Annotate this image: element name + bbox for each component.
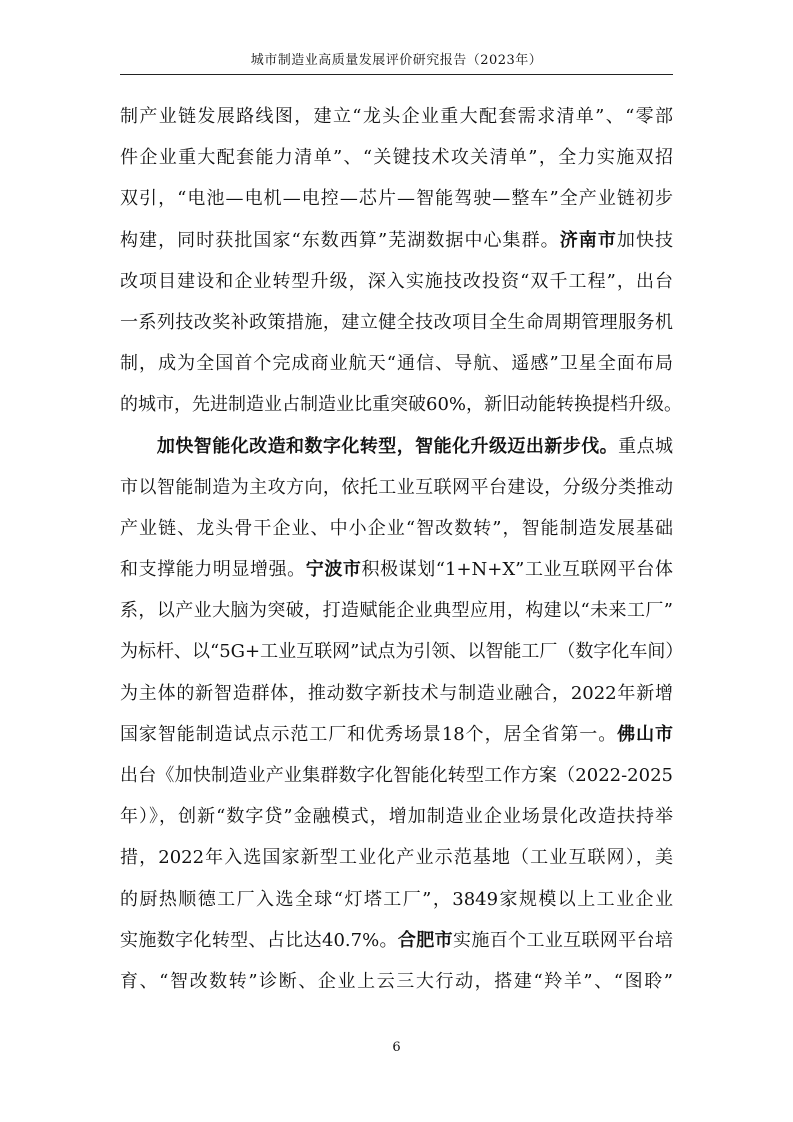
header-rule [120,74,673,75]
text-line [120,796,673,837]
bold-text: 合肥市 [397,929,453,951]
text-line [120,920,673,961]
text-line [120,549,673,590]
text-line [120,261,673,302]
text-span: 改项目建设和企业转型升级，深入实施技改投资“双千工程”，出台 [120,270,673,292]
text-span: 构建，同时获批国家“东数西算”芜湖数据中心集群。 [120,229,560,251]
page-number: 6 [392,1040,401,1055]
running-header: 城市制造业高质量发展评价研究报告（2023年） [250,53,543,68]
text-span: 双引，“电池—电机—电控—芯片—智能驾驶—整车”全产业链初步 [120,188,673,210]
text-span: 实施数字化转型、占比达40.7%。 [120,929,398,951]
text-line [120,220,673,261]
text-span: 育、“智改数转”诊断、企业上云三大行动，搭建“羚羊”、“图聆” [120,970,673,992]
text-line [120,590,673,631]
bold-text: 济南市 [559,229,617,251]
text-line [120,467,673,508]
text-span: 出台《加快制造业产业集群数字化智能化转型工作方案（2022-2025 [120,765,673,786]
text-line [120,96,673,137]
text-span: 国家智能制造试点示范工厂和优秀场景18个，居全省第一。 [120,723,618,745]
text-span: 系，以产业大脑为突破，打造赋能企业典型应用，构建以“未来工厂” [120,600,673,622]
text-line [120,755,673,796]
bold-text: 佛山市 [617,723,674,745]
text-span: 产业链、龙头骨干企业、中小企业“智改数转”，智能制造发展基础 [120,517,673,539]
text-span: 积极谋划“1+N+X”工业互联网平台体 [361,559,673,581]
text-span: 加快技 [616,229,674,251]
text-line [120,879,673,920]
text-line [120,837,673,878]
text-line [120,426,673,467]
text-span: 市以智能制造为主攻方向，依托工业互联网平台建设，分级分类推动 [120,476,673,498]
text-span: 措，2022年入选国家新型工业化产业示范基地（工业互联网），美 [120,847,673,869]
body-text [120,96,684,1002]
text-span: 实施百个工业互联网平台培 [453,929,673,951]
text-line [120,137,673,178]
text-span: 的城市，先进制造业占制造业比重突破60%，新旧动能转换提档升级。 [120,394,683,416]
text-line [120,673,673,714]
text-span: 制，成为全国首个完成商业航天“通信、导航、遥感”卫星全面布局 [120,353,673,375]
text-line [120,508,673,549]
text-span: 年）》，创新“数字贷”金融模式，增加制造业企业场景化改造扶持举 [120,806,673,828]
text-span: 件企业重大配套能力清单”、“关键技术攻关清单”，全力实施双招 [120,147,673,169]
text-span: 的厨热顺德工厂入选全球“灯塔工厂”，3849家规模以上工业企业 [120,888,673,910]
text-line [120,302,673,343]
text-span: 和支撑能力明显增强。 [120,559,306,581]
text-span: 重点城 [618,435,674,457]
text-span [120,436,157,457]
text-line [120,343,673,384]
text-line [120,631,684,672]
bold-text: 加快智能化改造和数字化转型，智能化升级迈出新步伐。 [156,435,619,457]
text-line [120,961,673,1002]
text-span: 为主体的新智造群体，推动数字新技术与制造业融合，2022年新增 [120,682,673,704]
text-line [120,178,673,219]
text-span: 制产业链发展路线图，建立“龙头企业重大配套需求清单”、“零部 [120,106,673,127]
text-span: 为标杆、以“5G+工业互联网”试点为引领、以智能工厂（数字化车间） [120,641,684,663]
text-line [120,714,673,755]
text-line [120,384,683,425]
bold-text: 宁波市 [305,559,362,581]
text-span: 一系列技改奖补政策措施，建立健全技改项目全生命周期管理服务机 [120,311,673,333]
